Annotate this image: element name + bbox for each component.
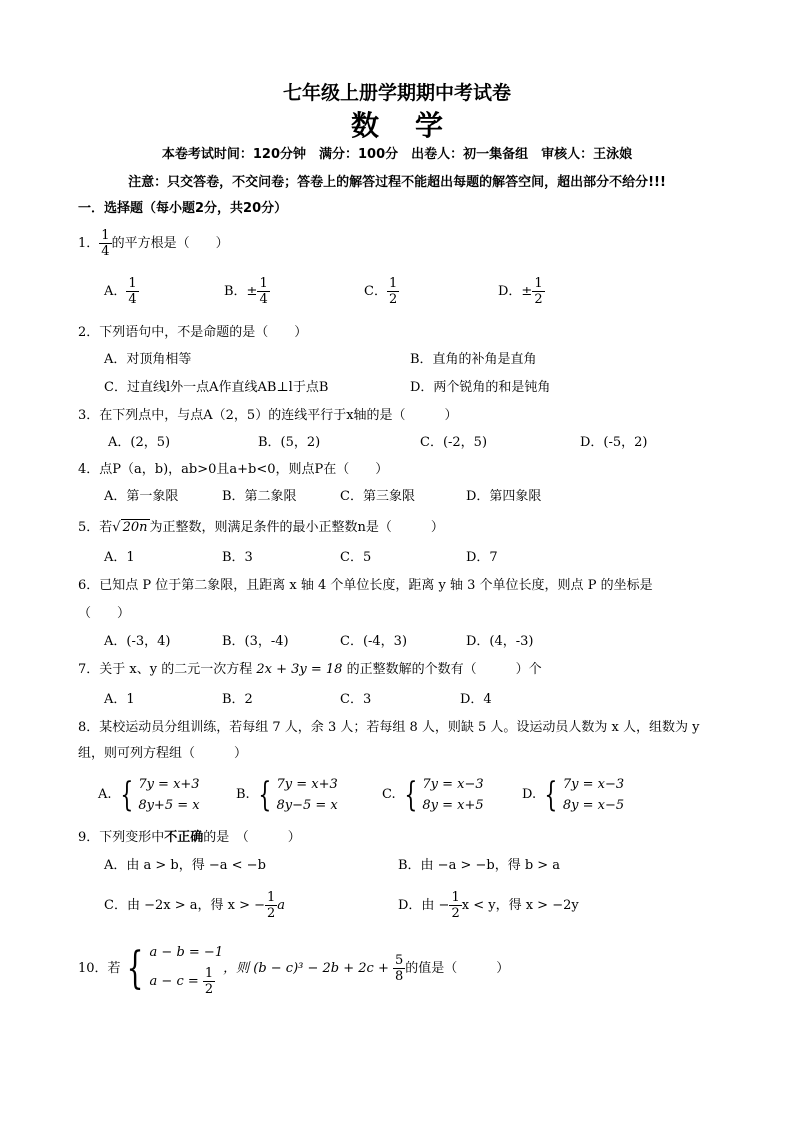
q2-option-d: D．两个锐角的和是钝角 xyxy=(410,380,551,395)
q4-option-b: B．第二象限 xyxy=(222,489,297,504)
q7-option-d: D．4 xyxy=(460,692,492,707)
q8-option-b: B. { 7y = x+3 8y−5 = x xyxy=(236,774,338,815)
question-3: 3．在下列点中，与点A（2，5）的连线平行于x轴的是（ ） xyxy=(78,408,458,423)
q3-option-a: A．(2，5) xyxy=(108,435,171,450)
question-7: 7．关于 x、y 的二元一次方程 2x + 3y = 18 的正整数解的个数有（ ）个 xyxy=(78,662,542,677)
q8-option-c: C. { 7y = x−3 8y = x+5 xyxy=(382,774,484,815)
question-2: 2．下列语句中，不是命题的是（ ） xyxy=(78,325,308,340)
exam-notice: 注意：只交答卷，不交问卷；答卷上的解答过程不能超出每题的解答空间，超出部分不给分!!! xyxy=(128,175,666,190)
q1-option-a: A． $\frac{1}{4}$ xyxy=(104,276,137,307)
exam-info: 本卷考试时间：120分钟 满分：100分 出卷人：初一集备组 审核人：王泳娘 xyxy=(161,147,633,162)
q2-option-c: C．过直线l外一点A作直线AB⊥l于点B xyxy=(104,380,329,395)
q9-option-a: A．由 a > b，得 −a < −b xyxy=(104,858,266,873)
q8-option-d: D. { 7y = x−3 8y = x−5 xyxy=(522,774,625,815)
q1-option-b: B．± $\frac{1}{4}$ xyxy=(224,276,268,307)
q7-option-a: A．1 xyxy=(104,692,135,707)
q3-option-d: D．(-5，2) xyxy=(580,435,648,450)
exam-title: 七年级上册学期期中考试卷 xyxy=(282,82,511,104)
q7-option-c: C．3 xyxy=(340,692,372,707)
q2-option-b: B．直角的补角是直角 xyxy=(410,352,537,367)
q5-option-c: C．5 xyxy=(340,550,372,565)
q2-option-a: A．对顶角相等 xyxy=(104,352,192,367)
q9-option-c: C．由 −2x > a，得 x > − $\frac{1}{2}$ a xyxy=(104,890,286,921)
q9-option-d: D．由 − $\frac{1}{2}$ x < y，得 x > −2y xyxy=(398,890,579,921)
q7-option-b: B．2 xyxy=(222,692,253,707)
question-4: 4．点P（a，b)，ab>0且a+b<0，则点P在（ ） xyxy=(78,462,389,477)
q6-option-a: A．(-3，4) xyxy=(104,634,171,649)
q5-option-d: D．7 xyxy=(466,550,498,565)
exam-subject: 数学 xyxy=(350,109,479,142)
q1-option-c: C． $\frac{1}{2}$ xyxy=(364,276,398,307)
q9-option-b: B．由 −a > −b，得 b > a xyxy=(398,858,561,873)
q6-option-d: D．(4，-3) xyxy=(466,634,534,649)
question-9: 9．下列变形中不正确的是 （ ） xyxy=(78,830,301,845)
question-5: 5．若√ 20n 为正整数，则满足条件的最小正整数n是（ ） xyxy=(78,520,444,535)
question-8-continued: 组，则可列方程组（ ） xyxy=(78,746,248,761)
q4-option-a: A．第一象限 xyxy=(104,489,179,504)
question-8: 8．某校运动员分组训练，若每组 7 人，余 3 人；若每组 8 人，则缺 5 人。设运动员人数为 x 人，组数为 y xyxy=(78,720,700,735)
question-10: 10．若 { a − b = −1 a − c = $\frac{1}{2}$ ，则 (b − c)³ − 2b + 2c + $\frac{5}{8}$ 的值是（ ） xyxy=(78,942,510,997)
q3-option-c: C．(-2，5) xyxy=(420,435,488,450)
q4-option-c: C．第三象限 xyxy=(340,489,415,504)
q1-option-d: D．± $\frac{1}{2}$ xyxy=(498,276,543,307)
q6-option-c: C．(-4，3) xyxy=(340,634,408,649)
q6-option-b: B．(3，-4) xyxy=(222,634,289,649)
question-6-continued: （ ） xyxy=(78,606,131,621)
section-heading: 一．选择题（每小题2分，共20分） xyxy=(78,201,288,216)
q3-option-b: B．(5，2) xyxy=(258,435,321,450)
q4-option-d: D．第四象限 xyxy=(466,489,542,504)
q8-option-a: A. { 7y = x+3 8y+5 = x xyxy=(98,774,200,815)
q5-option-a: A．1 xyxy=(104,550,135,565)
q5-option-b: B．3 xyxy=(222,550,253,565)
question-1: 1． $\frac{1}{4}$ 的平方根是（ ） xyxy=(78,228,229,259)
question-6: 6．已知点 P 位于第二象限，且距离 x 轴 4 个单位长度，距离 y 轴 3 个单位长度，则点 P 的坐标是 xyxy=(78,578,653,593)
